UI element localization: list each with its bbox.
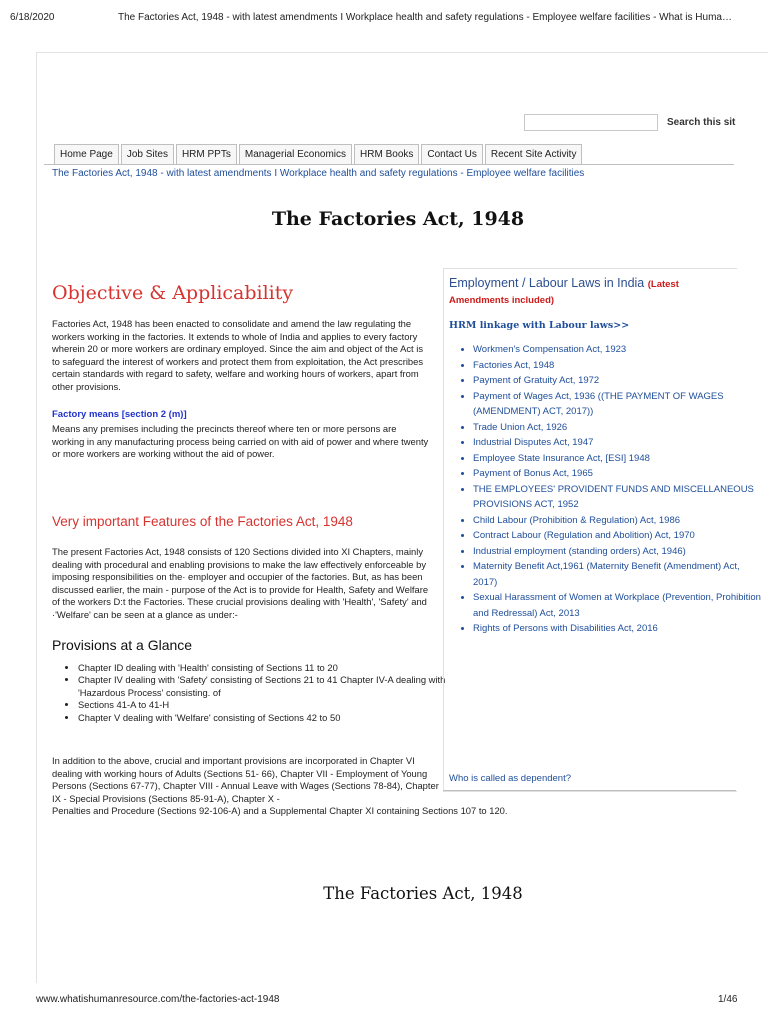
sidebar-title-note: (Latest Amendments included) bbox=[449, 279, 679, 306]
objective-heading: Objective & Applicability bbox=[52, 282, 294, 304]
factory-definition-label: Factory means [section 2 (m)] bbox=[52, 409, 187, 420]
sidebar-item-link[interactable]: • Rights of Persons with Disabilities Act, 2016 bbox=[473, 621, 763, 637]
print-footer-page: 1/46 bbox=[718, 994, 738, 1005]
sidebar-item-link[interactable]: • THE EMPLOYEES' PROVIDENT FUNDS AND MISCELLANEOUS PROVISIONS ACT, 1952 bbox=[473, 482, 763, 513]
sidebar-item-link[interactable]: • Factories Act, 1948 bbox=[473, 358, 763, 374]
features-paragraph: The present Factories Act, 1948 consists of 120 Sections divided into XI Chapters, mainly dealing with procedural and enabling provisions to make the law effectively enforceable by imposing responsibilities on the· employer and occupier of the factories. But, as has been discussed earlier, the main - purpose of the Act is to provide for Health, Safety and Welfare of the workers D:t the Factories. These crucial provisions dealing with 'Health', 'Safety' and ·'Welfare' can be seen at a glance as under:- bbox=[52, 546, 429, 620]
sidebar-item-link[interactable]: • Payment of Bonus Act, 1965 bbox=[473, 466, 763, 482]
dependent-link[interactable]: Who is called as dependent? bbox=[449, 773, 571, 784]
nav-tab-home-page[interactable]: Home Page bbox=[54, 144, 119, 164]
nav-tab-hrm-ppts[interactable]: HRM PPTs bbox=[176, 144, 237, 164]
features-heading: Very important Features of the Factories Act, 1948 bbox=[52, 514, 353, 529]
additional-provisions-text: In addition to the above, crucial and important provisions are incorporated in Chapter VI dealing with working hours of Adults (Sections 51- 66), Chapter VII - Employment of Young Persons (Sections 67-77), Chapter VIII - Annual Leave with Wages (Sections 78-84), Chapter IX - Special Provisions (Sections 85-91-A), Chapter X - bbox=[52, 755, 439, 804]
sidebar-item-link[interactable]: • Industrial Disputes Act, 1947 bbox=[473, 435, 763, 451]
sidebar-item-link[interactable]: • Industrial employment (standing orders) Act, 1946) bbox=[473, 544, 763, 560]
sidebar-item-link[interactable]: • Workmen's Compensation Act, 1923 bbox=[473, 342, 763, 358]
sidebar-item-link[interactable]: • Maternity Benefit Act,1961 (Maternity Benefit (Amendment) Act, 2017) bbox=[473, 559, 763, 590]
search-input[interactable] bbox=[524, 114, 658, 131]
additional-provisions-text-end: Penalties and Procedure (Sections 92-106-A) and a Supplemental Chapter XI containing Sections 107 to 120. bbox=[52, 805, 508, 817]
print-header-date: 6/18/2020 bbox=[10, 12, 55, 23]
sidebar-item-link[interactable]: • Sexual Harassment of Women at Workplace (Prevention, Prohibition and Redressal) Act, 2013 bbox=[473, 590, 763, 621]
provisions-list bbox=[52, 662, 458, 724]
sidebar-item-link[interactable]: • Child Labour (Prohibition & Regulation) Act, 1986 bbox=[473, 513, 763, 529]
nav-tab-job-sites[interactable]: Job Sites bbox=[121, 144, 174, 164]
provisions-item: • Sections 41-A to 41-H bbox=[78, 699, 458, 711]
labour-law-list bbox=[449, 342, 763, 637]
sidebar-item-link[interactable]: • Payment of Gratuity Act, 1972 bbox=[473, 373, 763, 389]
image-caption: The Factories Act, 1948 bbox=[323, 884, 523, 903]
additional-provisions-paragraph bbox=[52, 755, 508, 818]
nav-tab-recent-site-activity[interactable]: Recent Site Activity bbox=[485, 144, 583, 164]
page-title: The Factories Act, 1948 bbox=[271, 208, 525, 230]
hrm-linkage-link[interactable]: HRM linkage with Labour laws>> bbox=[449, 320, 630, 331]
top-navigation bbox=[54, 144, 582, 164]
provisions-item: • Chapter IV dealing with 'Safety' consisting of Sections 21 to 41 Chapter IV-A dealing with 'Hazardous Process' consisting. of bbox=[78, 674, 458, 699]
breadcrumb[interactable]: The Factories Act, 1948 - with latest amendments I Workplace health and safety regulations - Employee welfare facilities bbox=[52, 168, 585, 179]
sidebar-item-link[interactable]: • Trade Union Act, 1926 bbox=[473, 420, 763, 436]
factory-definition-paragraph: Means any premises including the precincts thereof where ten or more persons are working in any manufacturing process being carried on with aid of power and where twenty or more workers are working without the aid of power. bbox=[52, 423, 429, 460]
sidebar-divider bbox=[443, 790, 736, 791]
print-header-title: The Factories Act, 1948 - with latest amendments I Workplace health and safety regulations - Employee welfare facilities - What is Huma… bbox=[118, 12, 732, 23]
nav-tab-hrm-books[interactable]: HRM Books bbox=[354, 144, 419, 164]
sidebar-title-text: Employment / Labour Laws in India bbox=[449, 276, 645, 290]
provisions-item: • Chapter V dealing with 'Welfare' consisting of Sections 42 to 50 bbox=[78, 712, 458, 724]
nav-tab-managerial-economics[interactable]: Managerial Economics bbox=[239, 144, 352, 164]
search-button[interactable]: Search this sit bbox=[667, 117, 736, 128]
sidebar-title bbox=[449, 276, 735, 308]
provisions-item: • Chapter ID dealing with 'Health' consisting of Sections 11 to 20 bbox=[78, 662, 458, 674]
nav-divider bbox=[44, 164, 734, 165]
sidebar-item-link[interactable]: • Payment of Wages Act, 1936 ((THE PAYMENT OF WAGES (AMENDMENT) ACT, 2017)) bbox=[473, 389, 763, 420]
sidebar-item-link[interactable]: • Employee State Insurance Act, [ESI] 1948 bbox=[473, 451, 763, 467]
objective-paragraph: Factories Act, 1948 has been enacted to consolidate and amend the law regulating the workers working in the factories. It extends to whole of India and applies to every factory wherein 20 or more workers are ordinary employed. Since the aim and object of the Act is to safeguard the interest of workers and protect them from exploitation, the Act prescribes certain standards with regard to safety, welfare and working hours of workers, apart from other provisions. bbox=[52, 318, 424, 392]
print-footer-url: www.whatishumanresource.com/the-factories-act-1948 bbox=[36, 994, 280, 1005]
nav-tab-contact-us[interactable]: Contact Us bbox=[421, 144, 482, 164]
sidebar-item-link[interactable]: • Contract Labour (Regulation and Abolition) Act, 1970 bbox=[473, 528, 763, 544]
provisions-heading: Provisions at a Glance bbox=[52, 637, 193, 653]
